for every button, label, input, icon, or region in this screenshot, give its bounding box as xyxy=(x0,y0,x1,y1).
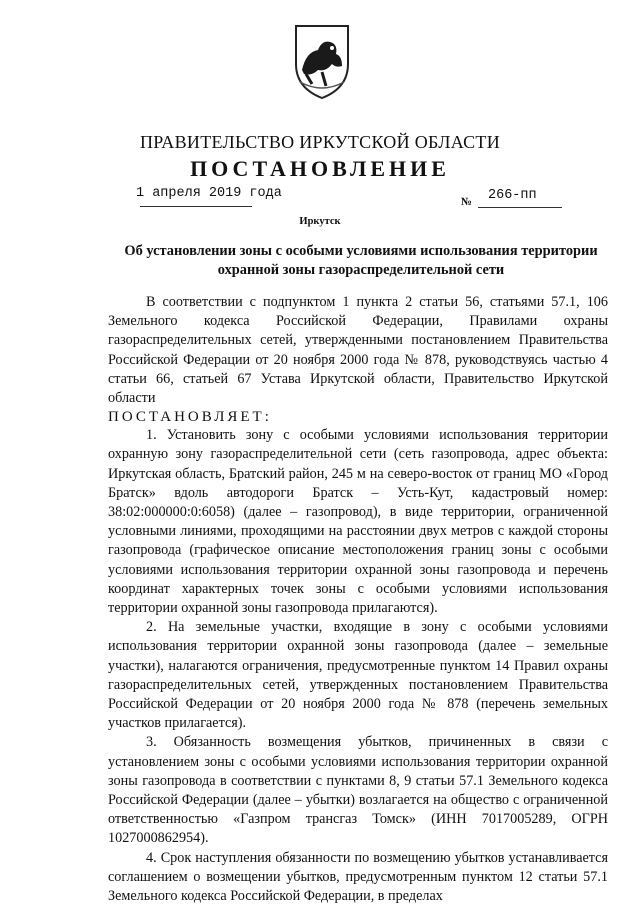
item-paragraph: 2. На земельные участки, входящие в зону с особыми условиями использования территории охранной зоны газопровода (далее – земельные участки), налагаются ограничения, предусмотренные пунктом 14 Правил охраны газораспределительных сетей, утвержденных постановлением Правительства Российской Федерации от 20 ноября 2000 года № 878 (перечень земельных участков прилагается). xyxy=(108,619,608,732)
date-underline xyxy=(140,206,252,207)
coat-of-arms-icon xyxy=(292,22,352,102)
item-paragraph: 3. Обязанность возмещения убытков, причиненных в связи с установлением зоны с особыми условиями использования территории охранной зоны газопровода в соответствии с пунктами 8, 9 статьи 57.1 Земельного кодекса Российской Федерации (далее – убытки) возлагается на общество с ограниченной ответственностью «Газпром трансгаз Томск» (ИНН 7017005289, ОГРН 1027000862954). xyxy=(108,734,608,847)
government-name: ПРАВИТЕЛЬСТВО ИРКУТСКОЙ ОБЛАСТИ xyxy=(139,132,501,152)
document-date: 1 апреля 2019 года xyxy=(136,186,282,201)
document-title: Об установлении зоны с особыми условиями использования территории охранной зоны газораспределительной сети xyxy=(124,243,598,278)
preamble-paragraph: В соответствии с подпунктом 1 пункта 2 статьи 56, статьями 57.1, 106 Земельного кодекса Российской Федерации, Правилами охраны газораспределительных сетей, утвержденными постановлением Правительства Российской Федерации от 20 ноября 2000 года № 878, руководствуясь частью 4 статьи 66, статьей 67 Устава Иркутской области, Правительство Иркутской области xyxy=(108,294,608,407)
document-body xyxy=(108,293,608,906)
city-name: Иркутск xyxy=(299,216,341,227)
document-type: ПОСТАНОВЛЕНИЕ xyxy=(190,156,450,181)
item-paragraph: 1. Установить зону с особыми условиями использования территории охранную зону газораспределительной сети (сеть газопровода, адрес объекта: Иркутская область, Братский район, 245 м на северо-восток от границ МО «Город Братск» вдоль автодороги Братск – Усть-Кут, кадастровый номер: 38:02:000000:0:6058) (далее – газопровод), в виде территории, ограниченной условными линиями, проходящими на расстоянии двух метров с каждой стороны газопровода (графическое описание местоположения границ зоны с особыми условиями использования территории охранной зоны газопровода и перечень координат характерных точек зоны с особыми условиями использования территории охранной зоны газопровода прилагаются). xyxy=(108,427,608,617)
resolves-heading: ПОСТАНОВЛЯЕТ: xyxy=(108,409,272,426)
item-paragraph: 4. Срок наступления обязанности по возмещению убытков устанавливается соглашением о возмещении убытков, предусмотренным пунктом 12 статьи 57.1 Земельного кодекса Российской Федерации, в пределах xyxy=(108,849,608,905)
number-underline xyxy=(478,207,562,208)
number-sign: № xyxy=(461,196,473,208)
document-number: 266-пп xyxy=(488,188,537,203)
